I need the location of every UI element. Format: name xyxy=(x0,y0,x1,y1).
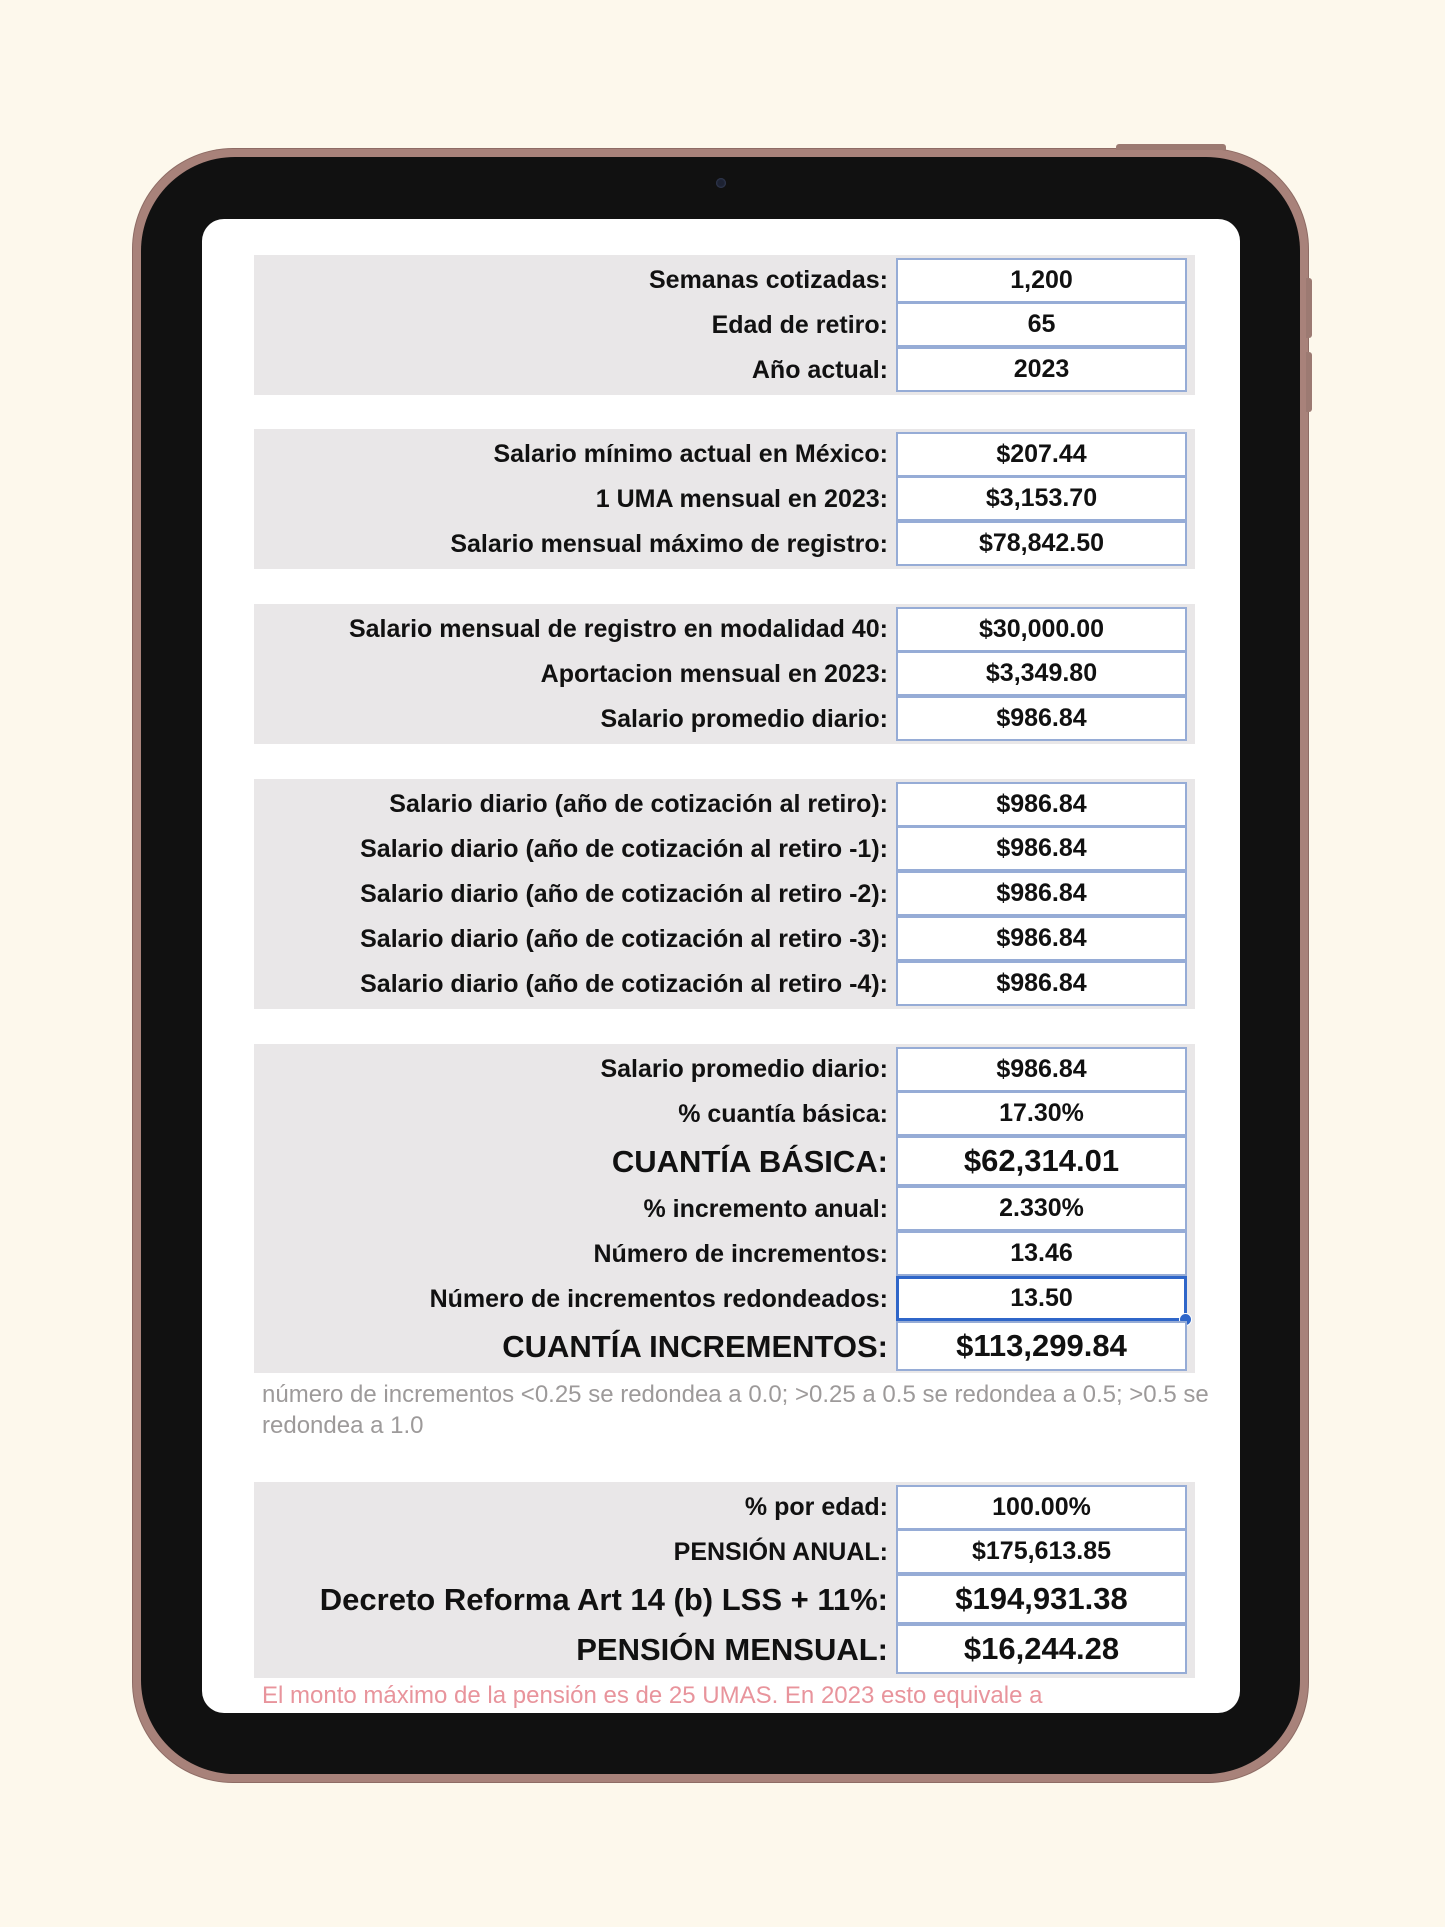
table-row xyxy=(254,607,1195,652)
table-row xyxy=(254,303,1195,348)
table-row xyxy=(254,1530,1195,1575)
section-salario-minimo xyxy=(254,429,1195,569)
row-label: 1 UMA mensual en 2023: xyxy=(595,485,888,513)
value-cell[interactable]: $986.84 xyxy=(896,826,1187,871)
row-label: Salario promedio diario: xyxy=(600,705,888,733)
row-label: % incremento anual: xyxy=(643,1195,888,1223)
table-row xyxy=(254,1187,1195,1232)
table-row xyxy=(254,1625,1195,1675)
table-row xyxy=(254,348,1195,393)
table-row xyxy=(254,782,1195,827)
table-row xyxy=(254,1137,1195,1187)
table-row xyxy=(254,477,1195,522)
table-row xyxy=(254,652,1195,697)
rounding-note: número de incrementos <0.25 se redondea a 0.0; >0.25 a 0.5 se redondea a 0.5; >0.5 se redondea a 1.0 xyxy=(262,1381,1209,1439)
row-label: CUANTÍA INCREMENTOS: xyxy=(502,1329,888,1364)
row-label: Salario mínimo actual en México: xyxy=(493,440,888,468)
row-label: Semanas cotizadas: xyxy=(649,266,888,294)
row-label: % cuantía básica: xyxy=(678,1100,888,1128)
table-row xyxy=(254,258,1195,303)
value-cell[interactable]: $194,931.38 xyxy=(896,1574,1187,1624)
row-label: PENSIÓN MENSUAL: xyxy=(576,1632,888,1667)
row-label: Salario diario (año de cotización al retiro -3): xyxy=(360,925,888,953)
value-cell[interactable]: $30,000.00 xyxy=(896,607,1187,652)
value-cell[interactable]: 13.46 xyxy=(896,1231,1187,1276)
table-row xyxy=(254,1232,1195,1277)
row-label: Salario mensual de registro en modalidad 40: xyxy=(348,615,888,643)
row-label: Salario promedio diario: xyxy=(600,1055,888,1083)
value-cell[interactable]: $986.84 xyxy=(896,871,1187,916)
value-cell[interactable]: $3,349.80 xyxy=(896,651,1187,696)
value-cell[interactable]: $16,244.28 xyxy=(896,1624,1187,1674)
row-label: Salario mensual máximo de registro: xyxy=(450,530,888,558)
value-cell[interactable]: 1,200 xyxy=(896,258,1187,303)
row-label: Salario diario (año de cotización al retiro -2): xyxy=(360,880,888,908)
table-row xyxy=(254,1092,1195,1137)
tablet-top-button xyxy=(1116,144,1226,150)
table-row xyxy=(254,872,1195,917)
row-label: Año actual: xyxy=(751,356,888,384)
value-cell[interactable]: $986.84 xyxy=(896,916,1187,961)
value-cell[interactable]: $986.84 xyxy=(896,961,1187,1006)
tablet-volume-down-button xyxy=(1306,352,1312,412)
value-cell[interactable]: $175,613.85 xyxy=(896,1529,1187,1574)
table-row xyxy=(254,1575,1195,1625)
spreadsheet-screen[interactable] xyxy=(202,219,1240,1713)
row-label: CUANTÍA BÁSICA: xyxy=(611,1144,888,1179)
section-cuantias xyxy=(254,1044,1195,1373)
value-cell[interactable]: 17.30% xyxy=(896,1091,1187,1136)
table-row xyxy=(254,1485,1195,1530)
value-cell[interactable]: $78,842.50 xyxy=(896,521,1187,566)
value-cell[interactable]: $986.84 xyxy=(896,1047,1187,1092)
section-pension xyxy=(254,1482,1195,1678)
section-modalidad-40 xyxy=(254,604,1195,744)
table-row xyxy=(254,1322,1195,1372)
table-row xyxy=(254,522,1195,567)
row-label: Salario diario (año de cotización al retiro -4): xyxy=(360,970,888,998)
max-pension-note: El monto máximo de la pensión es de 25 UMAS. En 2023 esto equivale a xyxy=(262,1682,1043,1709)
value-cell[interactable]: 2.330% xyxy=(896,1186,1187,1231)
row-label: % por edad: xyxy=(744,1493,888,1521)
section-salario-diario xyxy=(254,779,1195,1009)
selected-cell-text: 13.50 xyxy=(1010,1284,1073,1312)
camera-icon xyxy=(716,178,726,188)
row-label: Salario diario (año de cotización al retiro): xyxy=(389,790,888,818)
selected-cell[interactable] xyxy=(896,1276,1187,1321)
row-label: Edad de retiro: xyxy=(711,311,888,339)
value-cell[interactable]: $207.44 xyxy=(896,432,1187,477)
value-cell[interactable]: $113,299.84 xyxy=(896,1321,1187,1371)
table-row xyxy=(254,962,1195,1007)
row-label: Salario diario (año de cotización al retiro -1): xyxy=(360,835,888,863)
table-row xyxy=(254,917,1195,962)
table-row xyxy=(254,1277,1195,1322)
row-label: Número de incrementos: xyxy=(593,1240,888,1268)
row-label: PENSIÓN ANUAL: xyxy=(673,1538,888,1566)
table-row xyxy=(254,1047,1195,1092)
row-label: Número de incrementos redondeados: xyxy=(429,1285,888,1313)
section-cotizacion xyxy=(254,255,1195,395)
table-row xyxy=(254,827,1195,872)
value-cell[interactable]: 65 xyxy=(896,302,1187,347)
row-label: Aportacion mensual en 2023: xyxy=(540,660,888,688)
value-cell[interactable]: $986.84 xyxy=(896,782,1187,827)
row-label: Decreto Reforma Art 14 (b) LSS + 11%: xyxy=(319,1582,888,1617)
table-row xyxy=(254,697,1195,742)
value-cell[interactable]: $3,153.70 xyxy=(896,476,1187,521)
table-row xyxy=(254,432,1195,477)
tablet-volume-up-button xyxy=(1306,278,1312,338)
value-cell[interactable]: $986.84 xyxy=(896,696,1187,741)
value-cell[interactable]: 100.00% xyxy=(896,1485,1187,1530)
value-cell[interactable]: 2023 xyxy=(896,347,1187,392)
value-cell[interactable]: $62,314.01 xyxy=(896,1136,1187,1186)
